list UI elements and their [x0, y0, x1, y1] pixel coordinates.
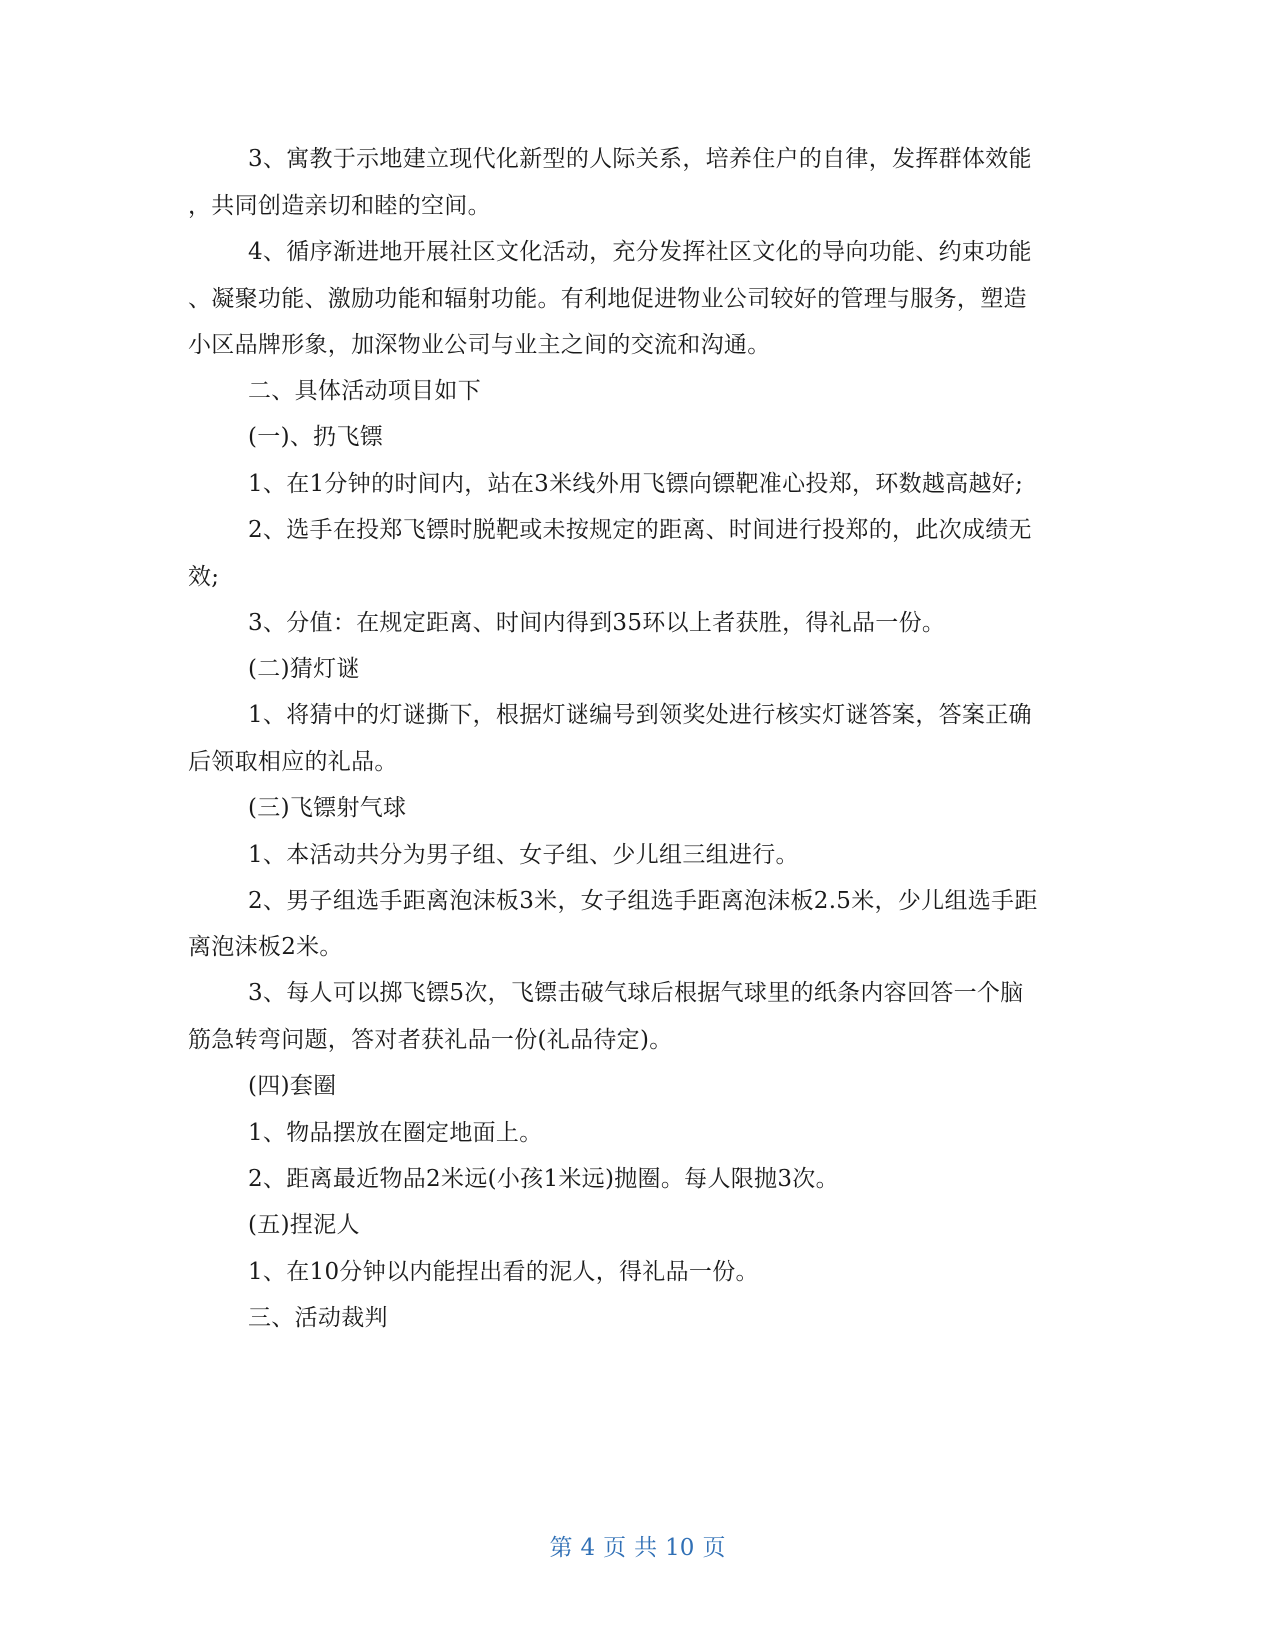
paragraph-line: 1、将猜中的灯谜撕下，根据灯谜编号到领奖处进行核实灯谜答案，答案正确	[248, 702, 1032, 728]
paragraph-line: 4、循序渐进地开展社区文化活动，充分发挥社区文化的导向功能、约束功能	[248, 239, 1032, 265]
section-heading: 三、活动裁判	[248, 1305, 388, 1331]
paragraph-line: 1、本活动共分为男子组、女子组、少儿组三组进行。	[248, 842, 799, 868]
footer-suffix: 页	[702, 1535, 726, 1561]
paragraph-line: 1、物品摆放在圈定地面上。	[248, 1120, 543, 1146]
footer-prefix: 第	[549, 1535, 573, 1561]
page-footer	[0, 1533, 1275, 1563]
paragraph-line: 2、男子组选手距离泡沫板3米，女子组选手距离泡沫板2.5米，少儿组选手距	[248, 888, 1038, 914]
paragraph-line: 、凝聚功能、激励功能和辐射功能。有利地促进物业公司较好的管理与服务，塑造	[188, 286, 1027, 312]
subsection-heading: (四)套圈	[248, 1073, 337, 1099]
paragraph-line: 3、每人可以掷飞镖5次，飞镖击破气球后根据气球里的纸条内容回答一个脑	[248, 980, 1024, 1006]
subsection-heading: (二)猜灯谜	[248, 656, 360, 682]
subsection-heading: (三)飞镖射气球	[248, 795, 407, 821]
footer-page-word: 页	[603, 1535, 627, 1561]
paragraph-line: 效;	[188, 564, 220, 590]
paragraph-line: 筋急转弯问题，答对者获礼品一份(礼品待定)。	[188, 1027, 673, 1053]
paragraph-line: 离泡沫板2米。	[188, 934, 343, 960]
paragraph-line: 1、在1分钟的时间内，站在3米线外用飞镖向镖靶准心投郑，环数越高越好;	[248, 471, 1024, 497]
paragraph-line: 2、距离最近物品2米远(小孩1米远)抛圈。每人限抛3次。	[248, 1166, 839, 1192]
paragraph-line: 小区品牌形象，加深物业公司与业主之间的交流和沟通。	[188, 332, 771, 358]
subsection-heading: (五)捏泥人	[248, 1212, 360, 1238]
paragraph-line: 3、寓教于示地建立现代化新型的人际关系，培养住户的自律，发挥群体效能	[248, 146, 1032, 172]
paragraph-line: 2、选手在投郑飞镖时脱靶或未按规定的距离、时间进行投郑的，此次成绩无	[248, 517, 1032, 543]
paragraph-line: ，共同创造亲切和睦的空间。	[188, 193, 491, 219]
paragraph-line: 后领取相应的礼品。	[188, 749, 398, 775]
paragraph-line: 1、在10分钟以内能捏出看的泥人，得礼品一份。	[248, 1259, 759, 1285]
paragraph-line: 3、分值：在规定距离、时间内得到35环以上者获胜，得礼品一份。	[248, 610, 946, 636]
footer-current-page: 4	[580, 1535, 596, 1561]
footer-total-word: 共	[634, 1535, 658, 1561]
section-heading: 二、具体活动项目如下	[248, 378, 481, 404]
footer-total-pages: 10	[665, 1535, 695, 1561]
subsection-heading: (一)、扔飞镖	[248, 424, 384, 450]
